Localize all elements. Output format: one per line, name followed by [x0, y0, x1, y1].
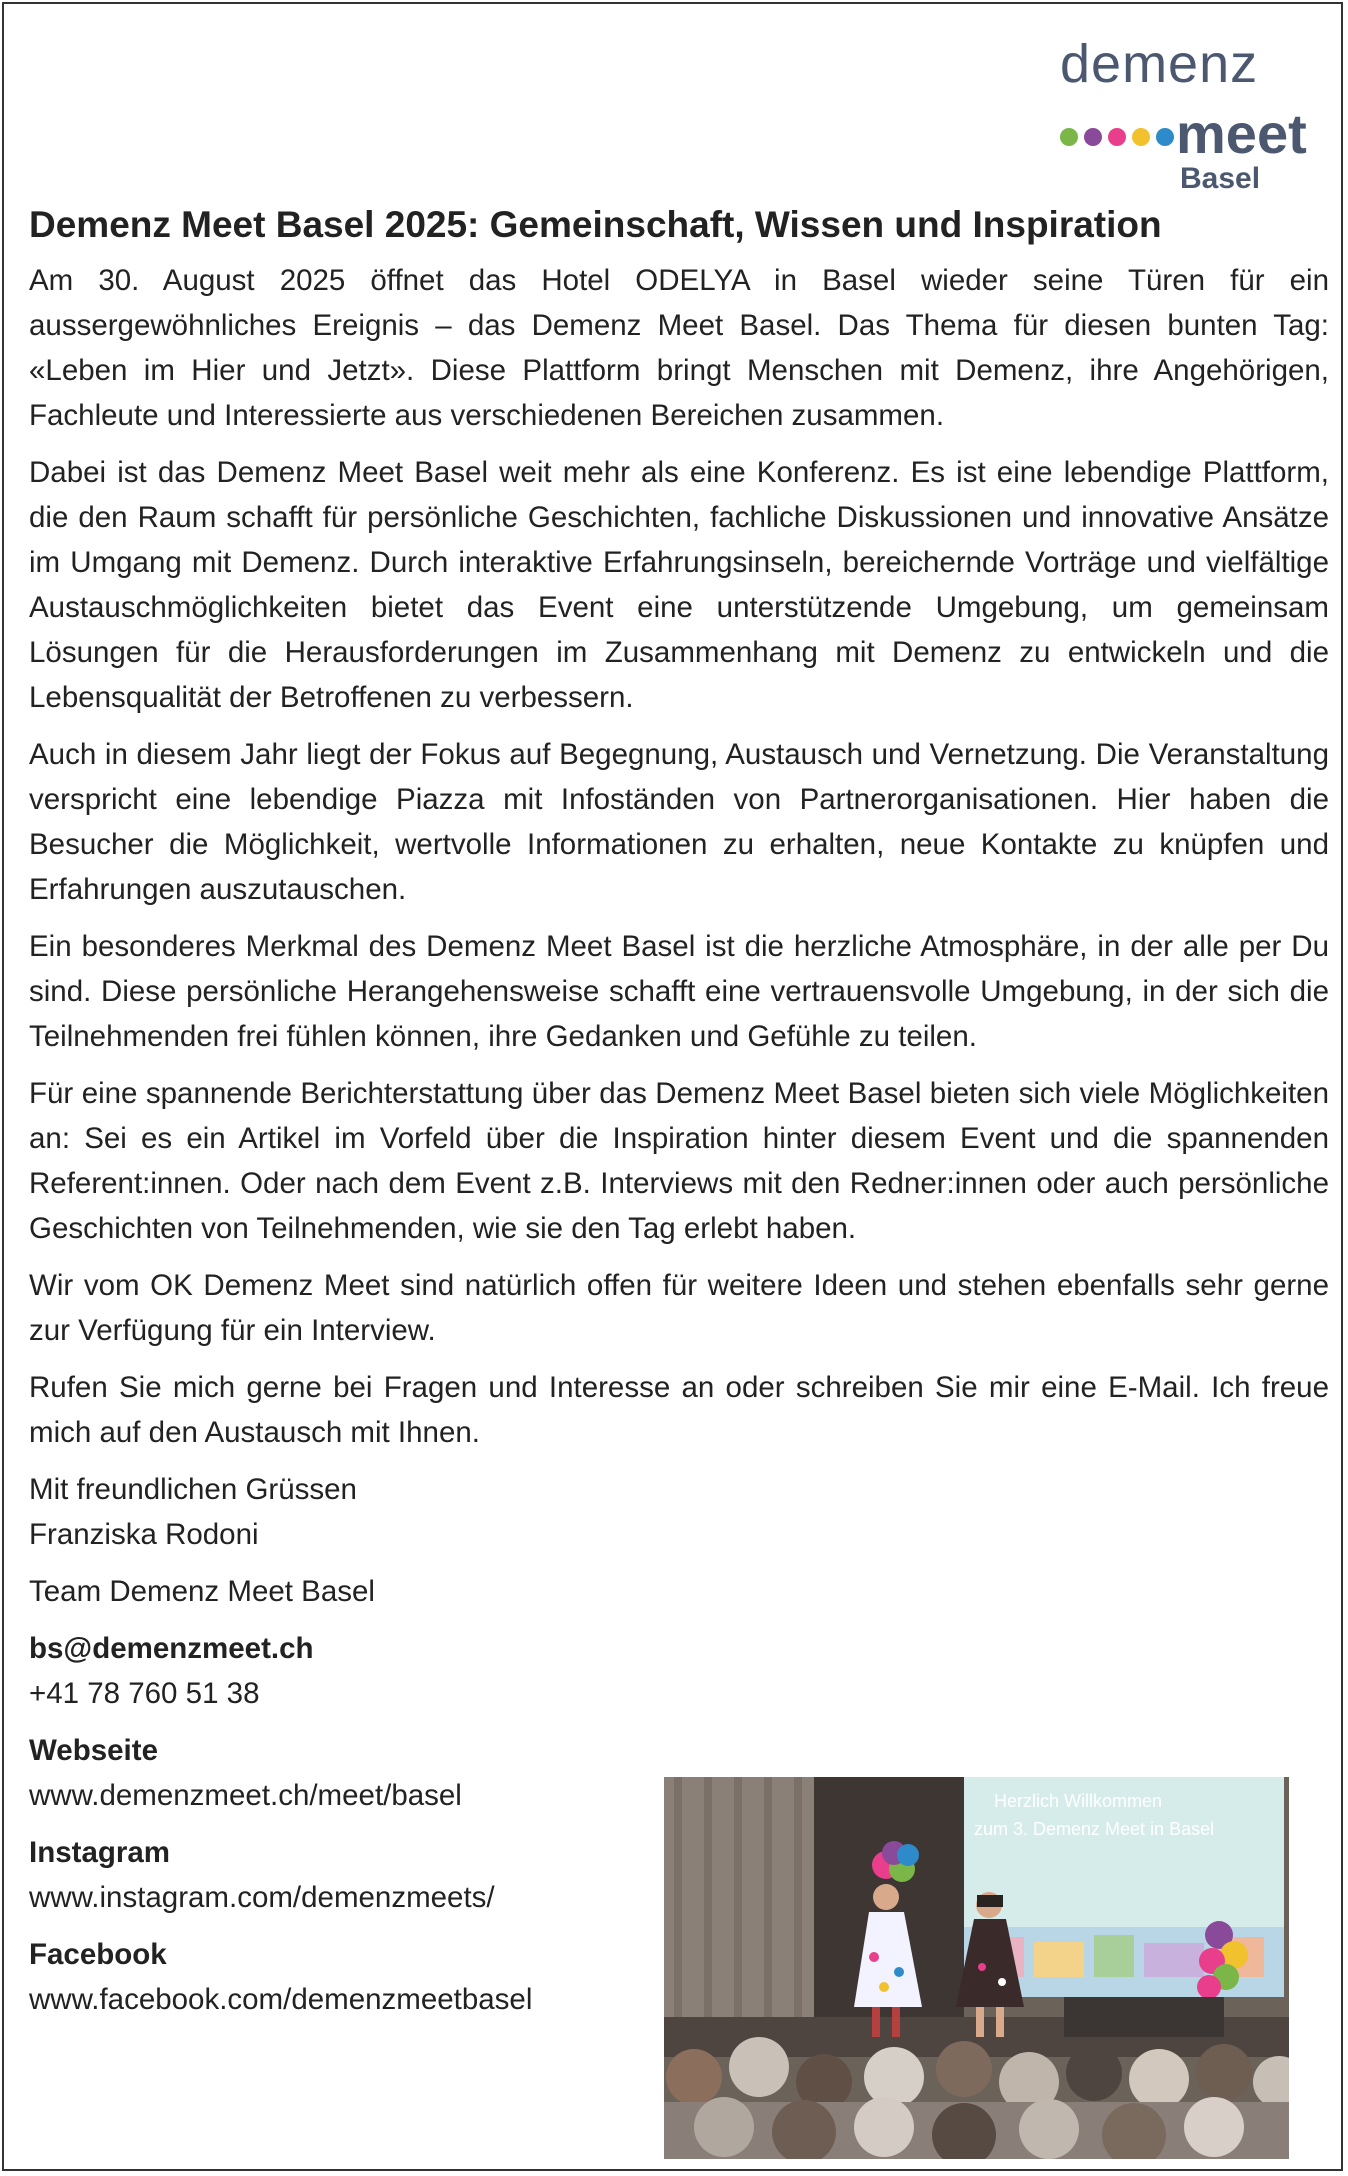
logo-dot [1156, 128, 1174, 146]
logo-dot [1132, 128, 1150, 146]
facebook-label: Facebook [29, 1938, 167, 1971]
team-name: Team Demenz Meet Basel [29, 1575, 375, 1608]
contact-email[interactable]: bs@demenzmeet.ch [29, 1632, 314, 1665]
logo-dot [1060, 128, 1078, 146]
logo-dot [1084, 128, 1102, 146]
article-body [29, 200, 1329, 2022]
article-paragraph: Auch in diesem Jahr liegt der Fokus auf Begegnung, Austausch und Vernetzung. Die Veranstaltung verspricht eine lebendige Piazza mit Infoständen von Partnerorganisationen. Hier haben die Besucher die Möglichkeit, wertvolle Informationen zu erhalten, neue Kontakte zu knüpfen und Erfahrungen auszutauschen. [29, 738, 1329, 906]
closing-greeting: Mit freundlichen Grüssen [29, 1473, 357, 1506]
website-link[interactable]: www.demenzmeet.ch/meet/basel [29, 1779, 462, 1812]
instagram-link[interactable]: www.instagram.com/demenzmeets/ [29, 1881, 495, 1914]
website-label: Webseite [29, 1734, 158, 1767]
event-photo-illustration [664, 1777, 1289, 2159]
contact-phone: +41 78 760 51 38 [29, 1677, 260, 1710]
document-page [2, 2, 1343, 2171]
article-title: Demenz Meet Basel 2025: Gemeinschaft, Wissen und Inspiration [29, 204, 1162, 245]
article-paragraph: Wir vom OK Demenz Meet sind natürlich offen für weitere Ideen und stehen ebenfalls sehr gerne zur Verfügung für ein Interview. [29, 1269, 1329, 1347]
article-paragraph: Am 30. August 2025 öffnet das Hotel ODELYA in Basel wieder seine Türen für ein aussergewöhnliches Ereignis – das Demenz Meet Basel. Das Thema für diesen bunten Tag: «Leben im Hier und Jetzt». Diese Plattform bringt Menschen mit Demenz, ihre Angehörigen, Fachleute und Interessierte aus verschiedenen Bereichen zusammen. [29, 264, 1329, 432]
signer-name: Franziska Rodoni [29, 1518, 259, 1551]
article-paragraph: Ein besonderes Merkmal des Demenz Meet Basel ist die herzliche Atmosphäre, in der alle per Du sind. Diese persönliche Herangehensweise schafft eine vertrauensvolle Umgebung, in der sich die Teilnehmenden frei fühlen können, ihre Gedanken und Gefühle zu teilen. [29, 930, 1329, 1053]
article-paragraph: Rufen Sie mich gerne bei Fragen und Interesse an oder schreiben Sie mir eine E-Mail. Ich freue mich auf den Austausch mit Ihnen. [29, 1371, 1329, 1449]
article-paragraph: Für eine spannende Berichterstattung über das Demenz Meet Basel bieten sich viele Möglichkeiten an: Sei es ein Artikel im Vorfeld über die Inspiration hinter diesem Event und die spannenden Referent:innen. Oder nach dem Event z.B. Interviews mit den Redner:innen oder auch persönliche Geschichten von Teilnehmenden, wie sie den Tag erlebt haben. [29, 1077, 1329, 1245]
demenz-meet-basel-logo [1056, 34, 1326, 195]
screen-text-line2: zum 3. Demenz Meet in Basel [974, 1819, 1215, 1839]
logo-dot [1108, 128, 1126, 146]
article-paragraph: Dabei ist das Demenz Meet Basel weit mehr als eine Konferenz. Es ist eine lebendige Plattform, die den Raum schafft für persönliche Geschichten, fachliche Diskussionen und innovative Ansätze im Umgang mit Demenz. Durch interaktive Erfahrungsinseln, bereichernde Vorträge und vielfältige Austauschmöglichkeiten bietet das Event eine unterstützende Umgebung, um gemeinsam Lösungen für die Herausforderungen im Zusammenhang mit Demenz zu entwickeln und die Lebensqualität der Betroffenen zu verbessern. [29, 456, 1329, 714]
logo-word-meet: meet [1176, 102, 1307, 165]
facebook-link[interactable]: www.facebook.com/demenzmeetbasel [29, 1983, 533, 2016]
event-photo [664, 1777, 1289, 2159]
logo-dots [1060, 128, 1180, 152]
instagram-label: Instagram [29, 1836, 170, 1869]
logo-word-demenz: demenz [1060, 34, 1259, 94]
logo-word-basel: Basel [1180, 162, 1261, 195]
screen-text-line1: Herzlich Willkommen [994, 1791, 1163, 1811]
